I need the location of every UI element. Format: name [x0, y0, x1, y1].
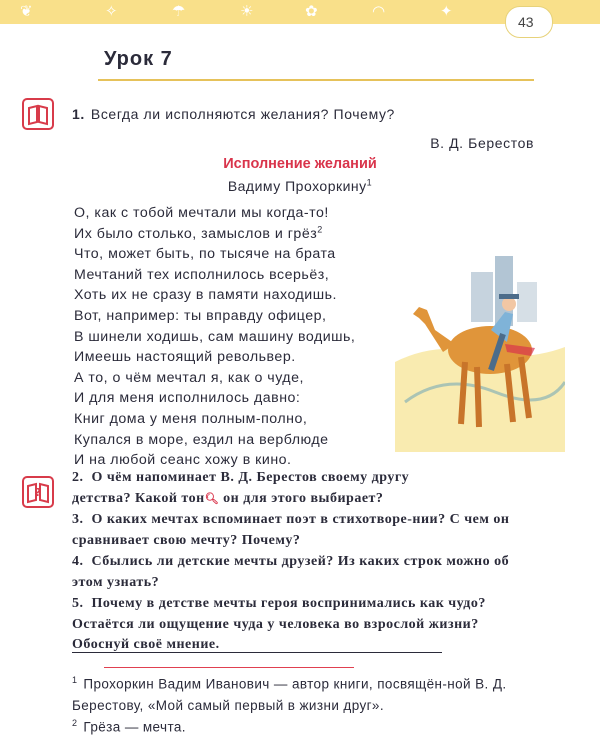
question-number: 2.: [72, 470, 84, 485]
lesson-title: Урок 7: [104, 48, 173, 70]
page-number: 43: [518, 14, 534, 30]
footnote-number: 2: [72, 718, 78, 728]
poem-line: А то, о чём мечтал я, как о чуде,: [74, 369, 304, 386]
poem-line: Купался в море, ездил на верблюде: [74, 431, 329, 448]
poem-line: Что, может быть, по тысяче на брата: [74, 246, 336, 263]
poem-line: Вот, например: ты вправду офицер,: [74, 307, 327, 324]
bird-icon: ✧: [105, 2, 118, 20]
question-text: Почему в детстве мечты героя воспринимались как чудо? Остаётся ли ощущение чуда у человека во взрослой жизни? Обоснуй своё мнение.: [72, 596, 486, 652]
poem-line: И на любой сеанс хожу в кино.: [74, 452, 292, 469]
leaf-icon: ❦: [20, 2, 33, 20]
question-text: О чём напоминает В. Д. Берестов своему другу: [91, 470, 410, 485]
magnifier-icon: 🔍︎: [204, 492, 220, 505]
poem-line: Имеешь настоящий револьвер.: [74, 349, 296, 366]
question-text: О каких мечтах вспоминает поэт в стихотворе-нии? С чем он сравнивает свою мечту? Почему?: [72, 512, 510, 548]
footnote-2: [72, 713, 532, 738]
title-rule: [98, 79, 534, 81]
question-text: Сбылись ли детские мечты друзей? Из каких строк можно об этом узнать?: [72, 554, 510, 590]
poem-line: И для меня исполнилось давно:: [74, 390, 301, 407]
question-book-icon: [22, 476, 54, 508]
question-text: детства? Какой тон: [72, 490, 205, 506]
questions-underline: [72, 652, 442, 653]
rainbow-icon: ◠: [372, 2, 386, 20]
question-number: 4.: [72, 554, 84, 569]
poem-author: В. Д. Берестов: [430, 135, 534, 151]
question-number: 3.: [72, 512, 84, 527]
sprout-icon: ✿: [305, 2, 318, 20]
umbrella-icon: ☂: [172, 2, 186, 20]
poem-line: О, как с тобой мечтали мы когда-то!: [74, 205, 329, 221]
question-number: 5.: [72, 596, 84, 611]
sun-icon: ☀: [240, 2, 254, 20]
poem-line: В шинели ходишь, сам машину водишь,: [74, 328, 356, 345]
question-text: Всегда ли исполняются желания? Почему?: [90, 106, 395, 122]
footnote-rule: [104, 667, 354, 668]
poem-title: Исполнение желаний: [223, 156, 377, 172]
footnote-text: Грёза — мечта.: [83, 719, 186, 735]
poem-line: Мечтаний тех исполнилось всерьёз,: [74, 266, 330, 283]
footnote-number: 1: [72, 675, 78, 685]
book-icon: [22, 98, 54, 130]
question-1: [72, 104, 395, 125]
footnote-ref: 1: [366, 177, 373, 188]
footnote-text: Прохоркин Вадим Иванович — автор книги, посвящён-ной В. Д. Берестову, «Мой самый первый в жизни друг».: [72, 676, 507, 713]
dedication-text: Вадиму Прохоркину: [227, 178, 367, 194]
question-3: [72, 510, 530, 551]
question-text: он для этого выбирает?: [219, 490, 384, 506]
footnote-1: [72, 670, 532, 716]
footnote-ref: 2: [317, 223, 323, 234]
poem-line: Хоть их не сразу в памяти находишь.: [74, 287, 337, 304]
poem-body: [74, 203, 355, 471]
question-5: [72, 594, 530, 656]
question-2: [72, 468, 530, 509]
poem-line: Их было столько, замыслов и грёз$^2$: [74, 223, 323, 242]
question-4: [72, 552, 530, 593]
poem-line: Книг дома у меня полным-полно,: [74, 410, 308, 427]
question-number: 1.: [72, 106, 85, 122]
svg-text:?: ?: [34, 486, 42, 499]
dog-icon: ✦: [440, 2, 453, 20]
camel-rider-illustration: [395, 252, 565, 452]
poem-dedication: [0, 178, 600, 194]
